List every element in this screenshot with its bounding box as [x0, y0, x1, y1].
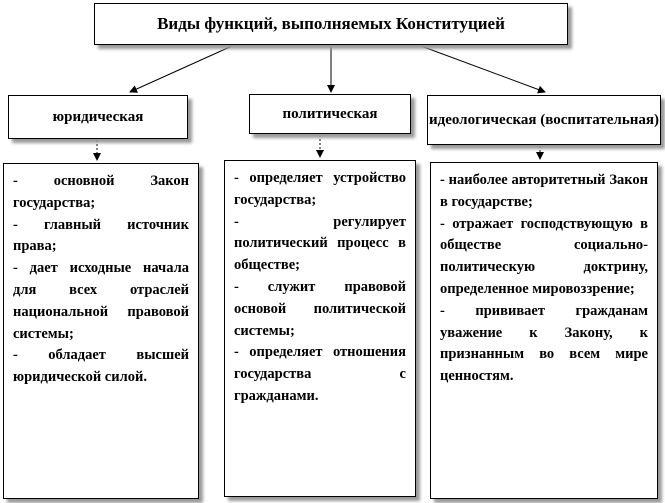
diagram-title [94, 3, 568, 45]
list-item: - наиболее авторитетный Закон в государстве; [440, 172, 648, 210]
list-item: - определяет устройство государства; [234, 170, 406, 208]
list-item: - основной Закон государства; [13, 173, 189, 211]
list-item: - дает исходные начала для всех отраслей национальной правовой системы; [13, 260, 189, 342]
arrow-to-ideological [421, 46, 545, 92]
ideological-functions-list [430, 162, 658, 499]
category-legal-label: юридическая [52, 108, 144, 125]
list-item: - регулирует политический процесс в обществе; [234, 213, 406, 274]
list-item: - прививает гражданам уважение к Закону, к признанным во всем мире ценностям. [440, 302, 648, 385]
arrow-to-legal [130, 46, 232, 92]
list-item: - отражает господствующую в обществе социально-политическую доктрину, определенное мировоззрение; [440, 215, 648, 297]
legal-functions-list [3, 163, 199, 499]
category-ideological [427, 95, 661, 145]
list-item: - обладает высшей юридической силой. [13, 347, 189, 386]
political-functions-list [224, 160, 416, 497]
category-political-label: политическая [282, 105, 378, 122]
category-ideological-label: идеологическая (воспитательная) [428, 111, 660, 128]
category-political [249, 94, 411, 134]
list-item: - главный источник права; [13, 216, 189, 255]
list-item: - служит правовой основой политической системы; [234, 278, 406, 339]
diagram-title-text: Виды функций, выполняемых Конституцией [157, 14, 505, 33]
list-item: - определяет отношения государства с гражданами. [234, 344, 406, 404]
category-legal [8, 95, 188, 139]
